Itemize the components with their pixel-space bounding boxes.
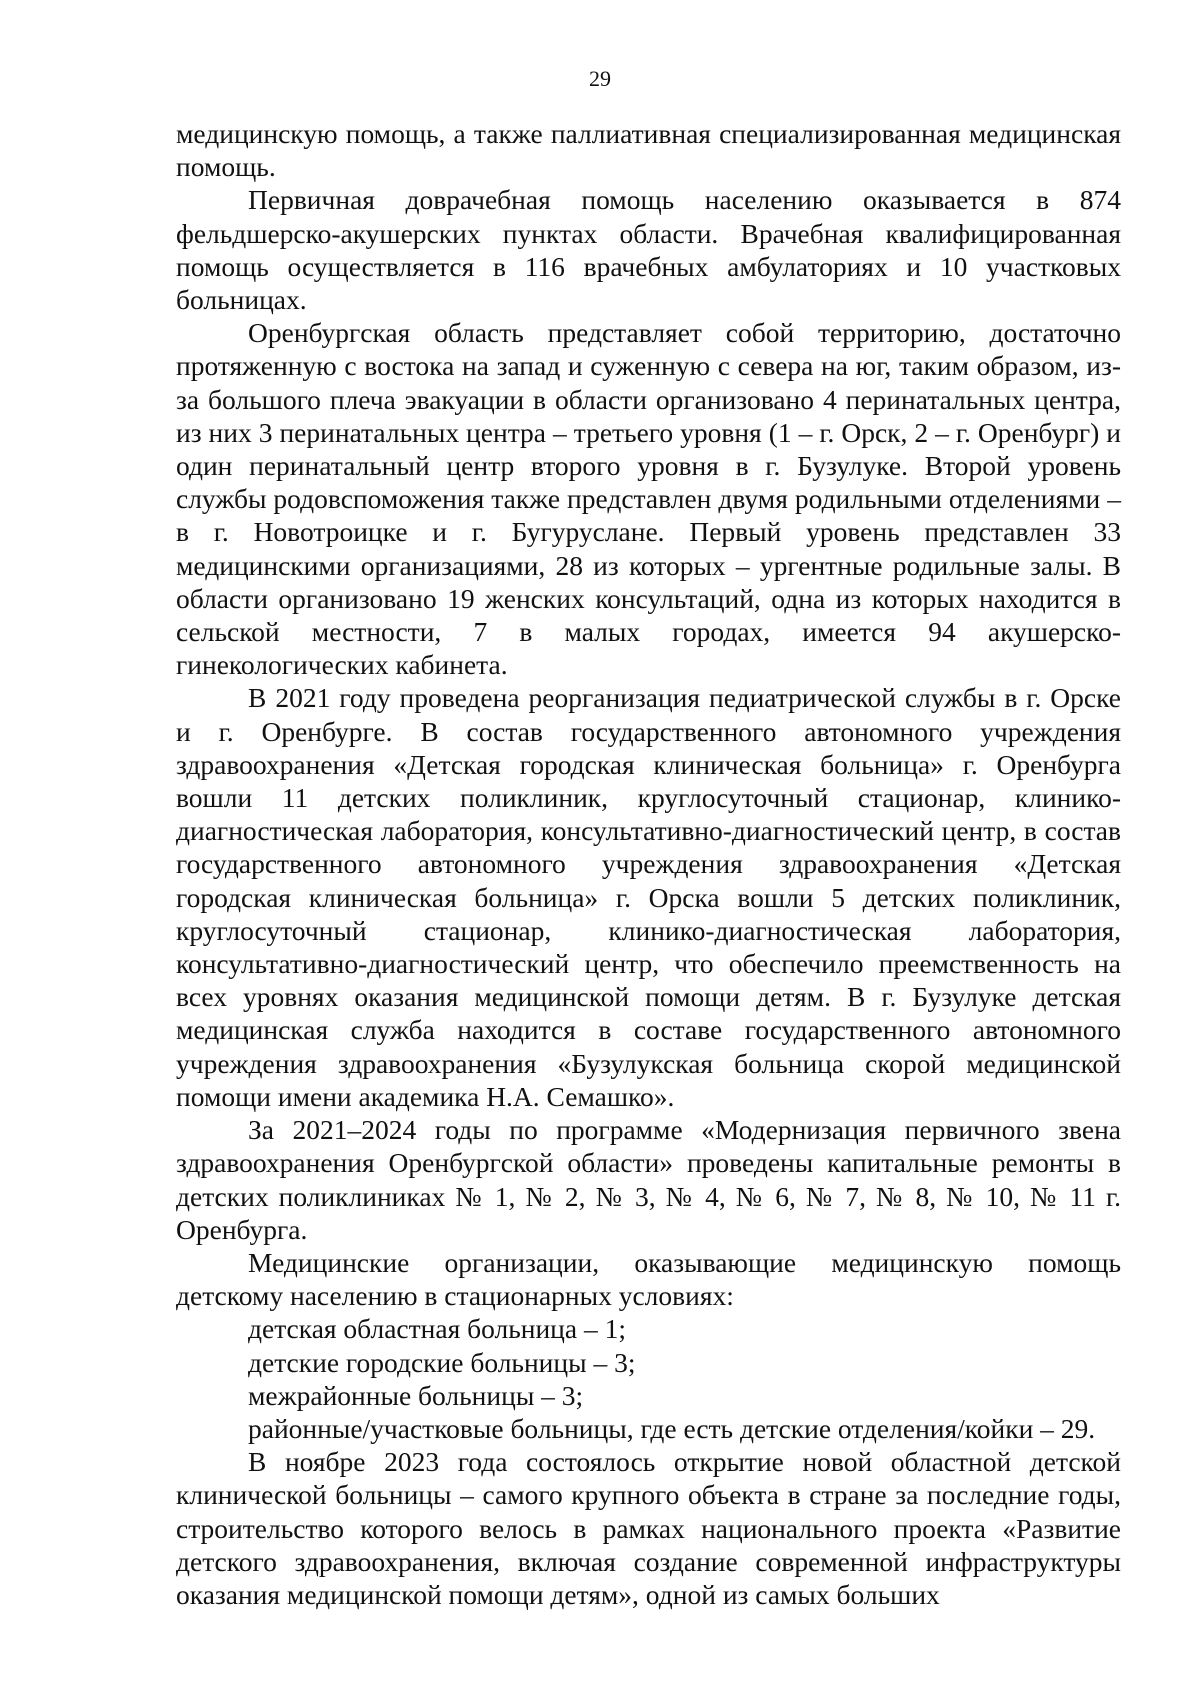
paragraph-pediatric-reorganization: В 2021 году проведена реорганизация педиатрической службы в г. Орске и г. Оренбурге. В состав государственного автономного учреждения здравоохранения «Детская городская клиническая больница» г. Оренбурга вошли 11 детских поликлиник, круглосуточный стационар, клинико-диагностическая лаборатория, консультативно-диагностический центр, в состав государственного автономного учреждения здравоохранения «Детская городская клиническая больница» г. Орска вошли 5 детских поликлиник, круглосуточный стационар, клинико-диагностическая лаборатория, консультативно-диагностический центр, что обеспечило преемственность на всех уровнях оказания медицинской помощи детям. В г. Бузулуке детская медицинская служба находится в составе государственного автономного учреждения здравоохранения «Бузулукская больница скорой медицинской помощи имени академика Н.А. Семашко». [176,682,1121,1112]
paragraph-modernization-program: За 2021–2024 годы по программе «Модернизация первичного звена здравоохранения Оренбургской области» проведены капитальные ремонты в детских поликлиниках № 1, № 2, № 3, № 4, № 6, № 7, № 8, № 10, № 11 г. Оренбурга. [176,1114,1121,1245]
paragraph-primary-care: Первичная доврачебная помощь населению оказывается в 874 фельдшерско-акушерских пунктах области. Врачебная квалифицированная помощь осуществляется в 116 врачебных амбулаториях и 10 участковых больницах. [176,184,1121,316]
list-item-city-hospitals: детские городские больницы – 3; [248,1346,636,1378]
paragraph-inpatient-organizations: Медицинские организации, оказывающие медицинскую помощь детскому населению в стационарных условиях: [176,1246,1121,1312]
paragraph-new-hospital: В ноябре 2023 года состоялось открытие новой областной детской клинической больницы – самого крупного объекта в стране за последние годы, строительство которого велось в рамках национального проекта «Развитие детского здравоохранения, включая создание современной инфраструктуры оказания медицинской помощи детям», одной из самых больших [176,1446,1121,1610]
document-body [176,117,1121,1611]
paragraph-continuation: медицинскую помощь, а также паллиативная специализированная медицинская помощь. [176,118,1121,183]
list-item-regional-hospital: детская областная больница – 1; [248,1313,626,1345]
page-number: 29 [589,66,611,91]
paragraph-perinatal-centers: Оренбургская область представляет собой территорию, достаточно протяженную с востока на запад и суженную с севера на юг, таким образом, из-за большого плеча эвакуации в области организовано 4 перинатальных центра, из них 3 перинатальных центра – третьего уровня (1 – г. Орск, 2 – г. Оренбург) и один перинатальный центр второго уровня в г. Бузулуке. Второй уровень службы родовспоможения также представлен двумя родильными отделениями – в г. Новотроицке и г. Бугуруслане. Первый уровень представлен 33 медицинскими организациями, 28 из которых – ургентные родильные залы. В области организовано 19 женских консультаций, одна из которых находится в сельской местности, 7 в малых городах, имеется 94 акушерско-гинекологических кабинета. [176,317,1121,681]
list-item-interdistrict-hospitals: межрайонные больницы – 3; [248,1379,584,1411]
list-item-district-hospitals: районные/участковые больницы, где есть детские отделения/койки – 29. [248,1412,1096,1444]
